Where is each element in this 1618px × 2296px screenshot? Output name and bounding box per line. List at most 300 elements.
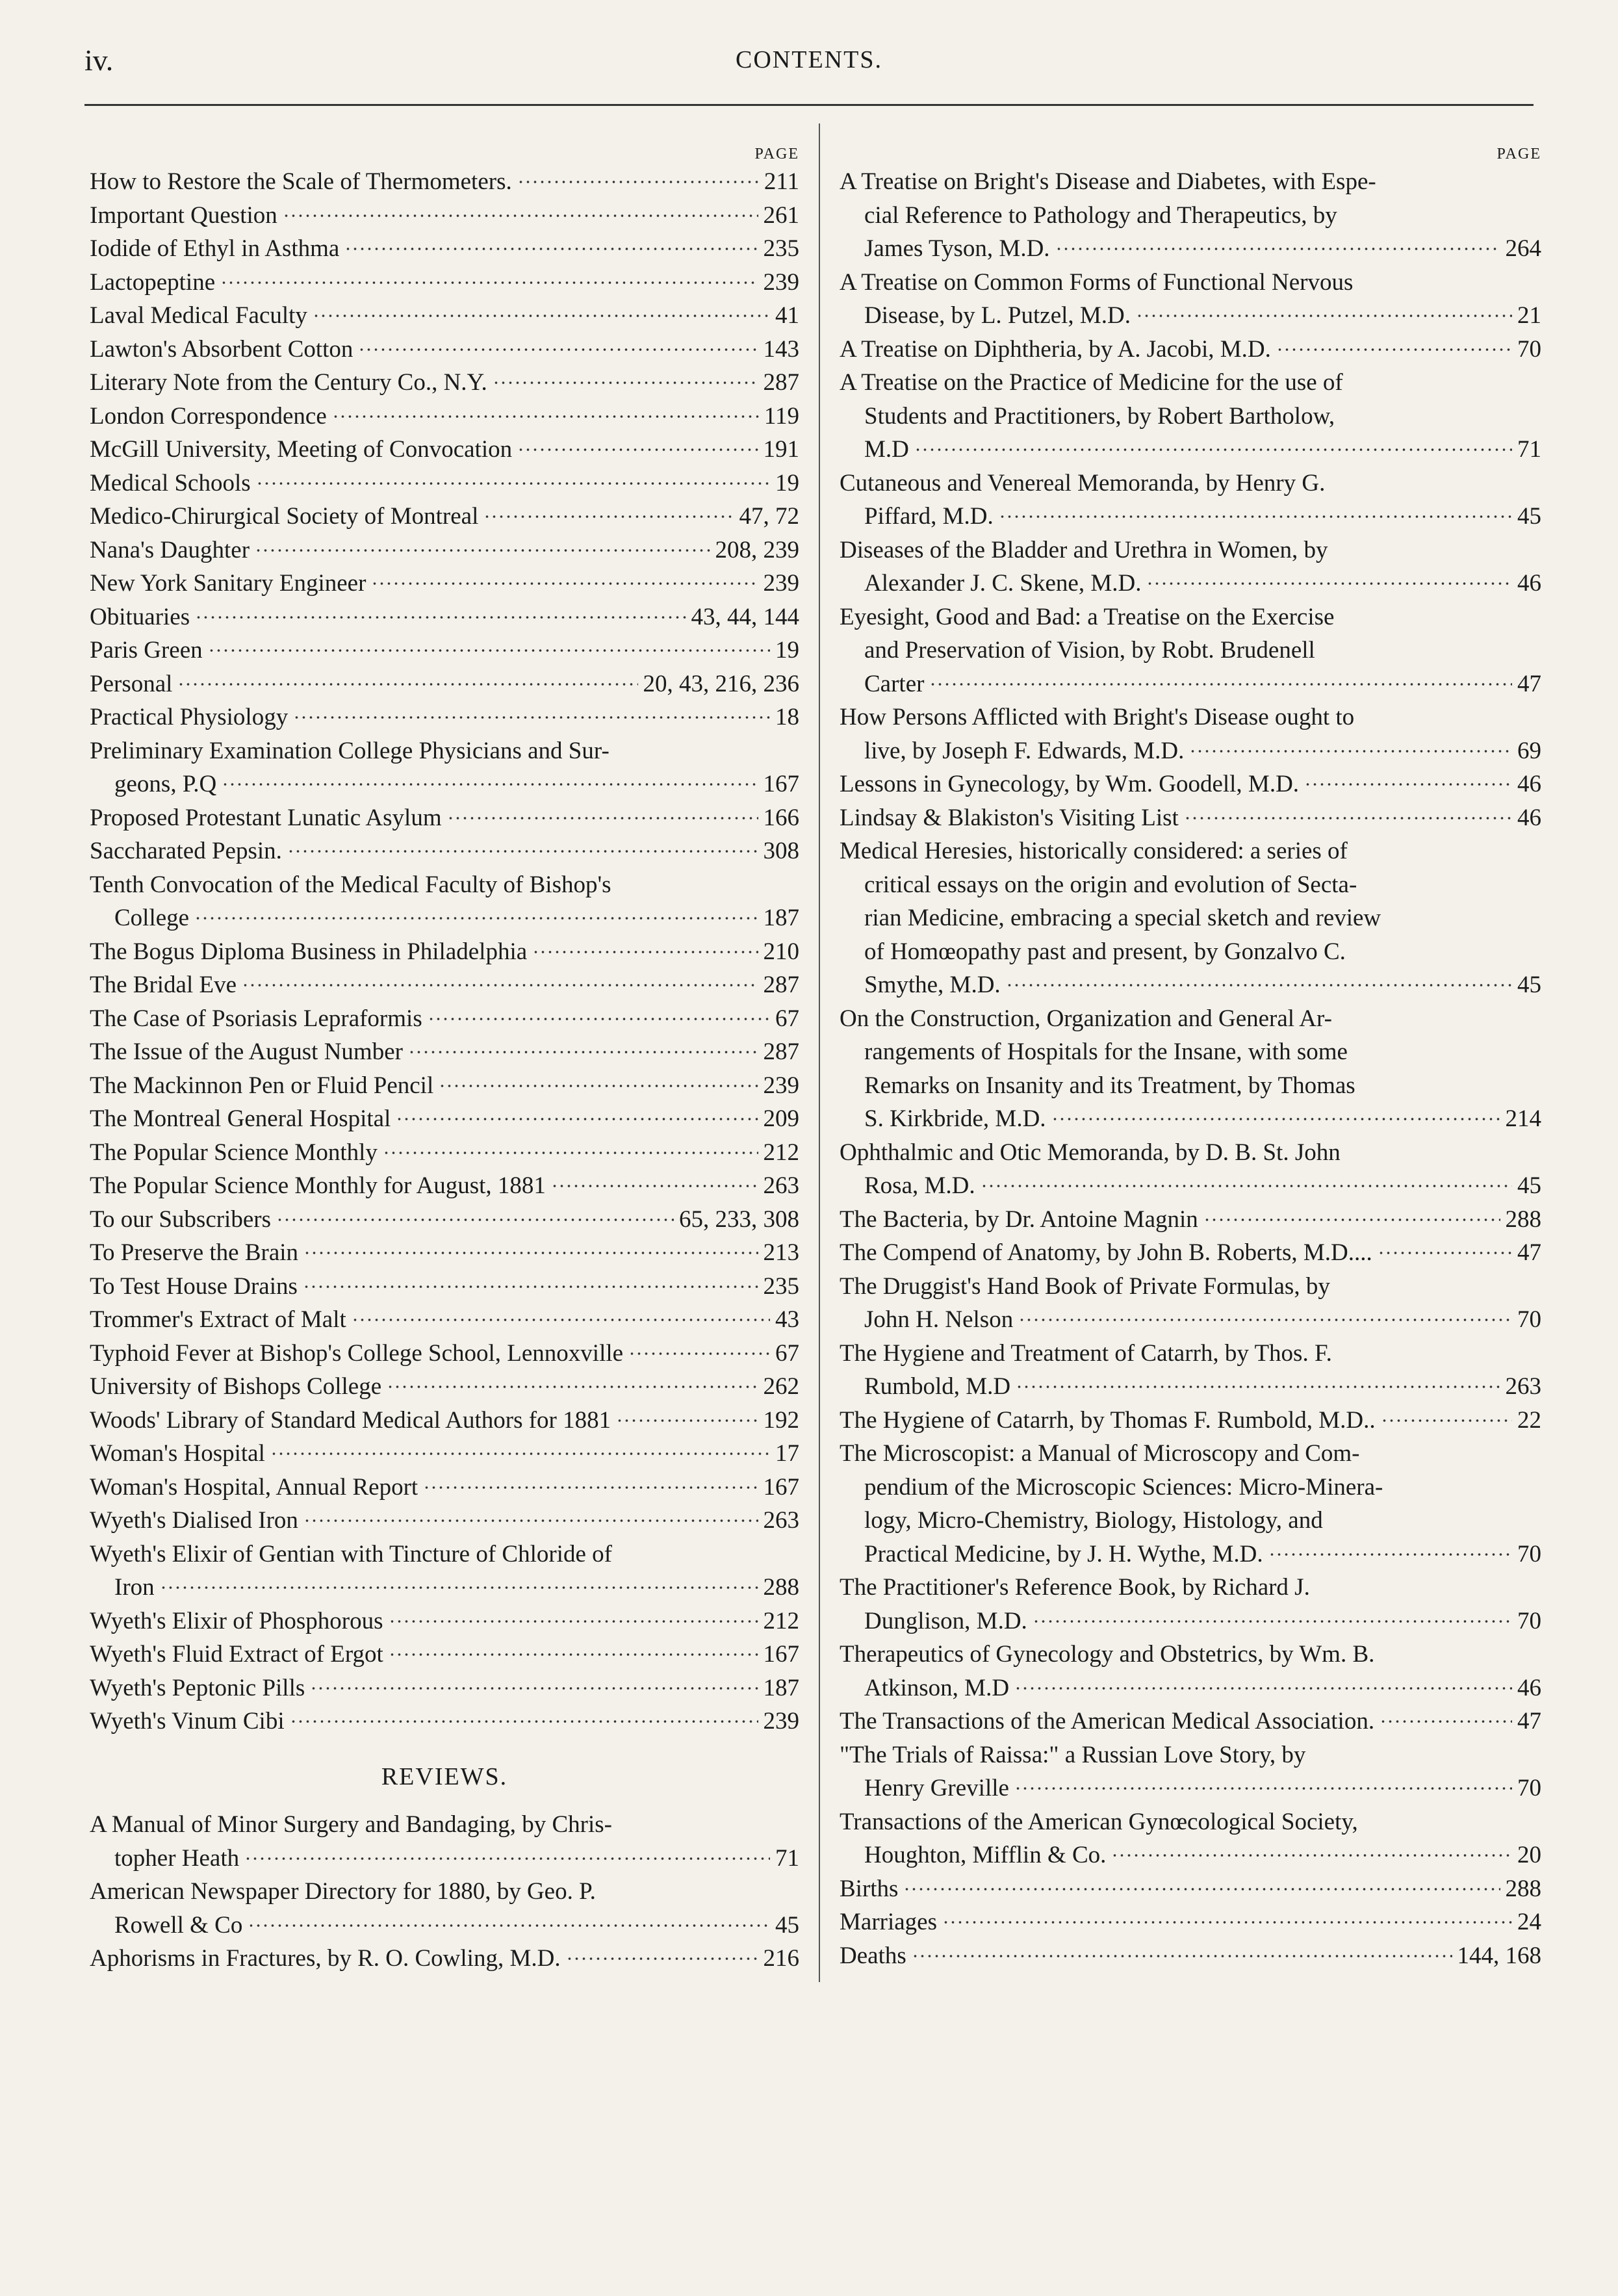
toc-entry <box>90 1102 799 1136</box>
dot-leader <box>293 701 770 725</box>
dot-leader <box>208 634 770 658</box>
dot-leader <box>628 1337 770 1361</box>
entry-title: geons, P.Q <box>114 771 217 797</box>
dot-leader <box>903 1872 1500 1896</box>
entry-page-number: 46 <box>1517 804 1541 831</box>
page-number: iv. <box>84 44 114 77</box>
dot-leader <box>358 333 758 357</box>
entry-page-number: 70 <box>1517 1607 1541 1634</box>
right-entries <box>840 165 1541 1972</box>
dot-leader <box>1006 968 1512 992</box>
dot-leader <box>1111 1838 1512 1863</box>
entry-title: Wyeth's Dialised Iron <box>90 1507 298 1534</box>
dot-leader <box>616 1404 758 1428</box>
entry-page-number: 308 <box>763 838 799 864</box>
entry-title: Transactions of the American Gynœcological Society, <box>840 1808 1358 1835</box>
entry-title: Medical Schools <box>90 469 251 497</box>
toc-entry <box>840 1905 1541 1939</box>
toc-entry <box>90 567 799 600</box>
toc-entry <box>840 1002 1541 1136</box>
entry-title: New York Sanitary Engineer <box>90 570 366 597</box>
entry-title: Piffard, M.D. <box>864 503 994 530</box>
entry-title: Wyeth's Fluid Extract of Ergot <box>90 1641 383 1668</box>
dot-leader <box>483 500 734 524</box>
entry-page-number: 47, 72 <box>739 503 799 530</box>
entry-title: The Druggist's Hand Book of Private Formulas, by <box>840 1272 1330 1300</box>
toc-entry <box>840 333 1541 367</box>
entry-page-number: 167 <box>763 1473 799 1501</box>
entry-page-number: 214 <box>1505 1105 1541 1132</box>
entry-title: Woods' Library of Standard Medical Authors for 1881 <box>90 1406 611 1434</box>
dot-leader <box>517 433 758 457</box>
dot-leader <box>439 1069 758 1093</box>
dot-leader <box>383 1136 758 1160</box>
entry-page-number: 239 <box>763 570 799 597</box>
page-column-label: PAGE <box>1496 146 1541 162</box>
entry-title: Medico-Chirurgical Society of Montreal <box>90 503 479 530</box>
dot-leader <box>344 232 758 256</box>
entry-title: critical essays on the origin and evolution of Secta- <box>864 871 1357 898</box>
entry-title: Rumbold, M.D <box>864 1373 1011 1400</box>
entry-page-number: 212 <box>763 1139 799 1166</box>
entry-page-number: 287 <box>763 1038 799 1065</box>
entry-title: Trommer's Extract of Malt <box>90 1306 346 1333</box>
reviews-entries <box>90 1808 799 1976</box>
dot-leader <box>303 1236 758 1260</box>
entry-title: Ophthalmic and Otic Memoranda, by D. B. St. John <box>840 1139 1341 1166</box>
entry-title: To our Subscribers <box>90 1206 271 1233</box>
page-title: CONTENTS. <box>736 46 882 73</box>
entry-title: The Popular Science Monthly for August, 1881 <box>90 1172 546 1199</box>
entry-title: Wyeth's Vinum Cibi <box>90 1708 285 1735</box>
toc-entry <box>90 1705 799 1738</box>
dot-leader <box>1184 801 1512 825</box>
entry-title: The Microscopist: a Manual of Microscopy and Com- <box>840 1440 1360 1467</box>
entry-page-number: 46 <box>1517 1674 1541 1701</box>
entry-title: The Popular Science Monthly <box>90 1139 378 1166</box>
entry-title: The Hygiene of Catarrh, by Thomas F. Rumbold, M.D.. <box>840 1406 1376 1434</box>
dot-leader <box>1380 1705 1512 1729</box>
entry-page-number: 167 <box>763 771 799 797</box>
entry-title: The Hygiene and Treatment of Catarrh, by Thos. F. <box>840 1339 1332 1367</box>
entry-page-number: 263 <box>763 1507 799 1534</box>
dot-leader <box>1189 734 1512 758</box>
entry-page-number: 192 <box>763 1406 799 1434</box>
entry-page-number: 239 <box>763 268 799 296</box>
toc-entry <box>90 1169 799 1203</box>
entry-title: The Bacteria, by Dr. Antoine Magnin <box>840 1206 1198 1233</box>
toc-entry <box>840 767 1541 801</box>
dot-leader <box>303 1504 758 1528</box>
dot-leader <box>287 834 758 858</box>
toc-entry <box>840 1437 1541 1571</box>
dot-leader <box>371 567 758 591</box>
entry-page-number: 46 <box>1517 771 1541 797</box>
dot-leader <box>517 165 759 189</box>
dot-leader <box>551 1169 758 1193</box>
entry-title: On the Construction, Organization and General Ar- <box>840 1005 1332 1032</box>
entry-page-number: 70 <box>1517 335 1541 363</box>
dot-leader <box>1268 1538 1512 1562</box>
dot-leader <box>914 433 1512 457</box>
dot-leader <box>389 1638 758 1662</box>
toc-entry <box>90 1671 799 1705</box>
dot-leader <box>493 366 758 390</box>
entry-title: Disease, by L. Putzel, M.D. <box>864 302 1131 329</box>
entry-title: The Bridal Eve <box>90 972 237 998</box>
toc-entry <box>840 1203 1541 1237</box>
toc-entry <box>840 1638 1541 1705</box>
entry-page-number: 71 <box>775 1844 799 1872</box>
dot-leader <box>999 500 1512 524</box>
entry-title: Therapeutics of Gynecology and Obstetrics, by Wm. B. <box>840 1641 1375 1668</box>
toc-entry <box>90 1471 799 1504</box>
dot-leader <box>248 1909 770 1933</box>
entry-page-number: 119 <box>764 402 799 430</box>
entry-page-number: 212 <box>763 1607 799 1634</box>
entry-page-number: 70 <box>1517 1540 1541 1567</box>
entry-page-number: 43, 44, 144 <box>691 603 799 630</box>
entry-page-number: 19 <box>775 637 799 664</box>
entry-page-number: 235 <box>763 235 799 262</box>
entry-title: live, by Joseph F. Edwards, M.D. <box>864 737 1185 764</box>
toc-entry <box>840 266 1541 333</box>
dot-leader <box>270 1437 770 1461</box>
toc-entry <box>90 165 799 199</box>
entry-page-number: 70 <box>1517 1775 1541 1801</box>
entry-title: Woman's Hospital, Annual Report <box>90 1473 418 1501</box>
entry-page-number: 20, 43, 216, 236 <box>643 670 799 697</box>
dot-leader <box>313 299 770 323</box>
entry-title: logy, Micro-Chemistry, Biology, Histology, and <box>864 1507 1323 1534</box>
dot-leader <box>981 1169 1512 1193</box>
dot-leader <box>1304 767 1512 792</box>
toc-entry <box>90 1136 799 1170</box>
entry-title: Literary Note from the Century Co., N.Y. <box>90 369 487 396</box>
entry-page-number: 264 <box>1505 235 1541 262</box>
entry-title: The Compend of Anatomy, by John B. Roberts, M.D.... <box>840 1239 1372 1266</box>
entry-title: University of Bishops College <box>90 1373 382 1400</box>
toc-entry <box>90 1404 799 1438</box>
toc-entry <box>840 600 1541 701</box>
entry-title: The Practitioner's Reference Book, by Richard J. <box>840 1574 1310 1601</box>
dot-leader <box>389 1605 758 1629</box>
toc-entry <box>90 1002 799 1036</box>
dot-leader <box>1014 1772 1512 1796</box>
toc-entry <box>90 667 799 701</box>
toc-entry <box>840 1571 1541 1638</box>
entry-title: Births <box>840 1875 899 1902</box>
entry-title: cial Reference to Pathology and Therapeutics, by <box>864 201 1337 229</box>
dot-leader <box>1016 1370 1500 1394</box>
entry-title: To Preserve the Brain <box>90 1239 299 1266</box>
dot-leader <box>1146 567 1512 591</box>
entry-title: Carter <box>864 670 925 697</box>
column-divider <box>819 123 820 1982</box>
toc-entry <box>90 1875 799 1942</box>
dot-leader <box>290 1705 758 1729</box>
entry-title: Woman's Hospital <box>90 1440 265 1467</box>
page-header <box>84 43 1534 82</box>
entry-title: American Newspaper Directory for 1880, by Geo. P. <box>90 1878 596 1905</box>
entry-page-number: 45 <box>775 1911 799 1939</box>
entry-page-number: 46 <box>1517 570 1541 597</box>
dot-leader <box>912 1939 1452 1963</box>
entry-page-number: 288 <box>1505 1875 1541 1902</box>
entry-page-number: 166 <box>763 804 799 831</box>
entry-title: College <box>114 905 190 931</box>
dot-leader <box>387 1370 758 1394</box>
entry-title: Personal <box>90 670 173 697</box>
entry-title: The Issue of the August Number <box>90 1038 403 1065</box>
entry-page-number: 45 <box>1517 503 1541 530</box>
entry-page-number: 261 <box>763 201 799 229</box>
toc-entry <box>90 1504 799 1538</box>
dot-leader <box>256 467 770 491</box>
entry-page-number: 239 <box>763 1072 799 1099</box>
dot-leader <box>276 1203 674 1227</box>
entry-page-number: 216 <box>763 1945 799 1972</box>
entry-page-number: 210 <box>763 938 799 965</box>
entry-page-number: 208, 239 <box>715 536 799 563</box>
entry-page-number: 69 <box>1517 737 1541 764</box>
entry-title: Students and Practitioners, by Robert Bartholow, <box>864 402 1335 430</box>
toc-entry <box>840 1136 1541 1203</box>
dot-leader <box>1203 1203 1500 1227</box>
dot-leader <box>428 1002 770 1026</box>
entry-title: Henry Greville <box>864 1775 1009 1801</box>
dot-leader <box>929 667 1512 691</box>
entry-title: The Bogus Diploma Business in Philadelphia <box>90 938 528 965</box>
entry-title: rangements of Hospitals for the Insane, with some <box>864 1038 1348 1065</box>
toc-entry <box>90 299 799 333</box>
entry-page-number: 209 <box>763 1105 799 1132</box>
left-entries <box>90 165 799 1738</box>
entry-title: "The Trials of Raissa:" a Russian Love Story, by <box>840 1741 1306 1768</box>
entry-page-number: 235 <box>763 1272 799 1300</box>
entry-title: A Manual of Minor Surgery and Bandaging, by Chris- <box>90 1811 612 1838</box>
toc-entry <box>90 366 799 400</box>
entry-page-number: 144, 168 <box>1457 1942 1541 1969</box>
toc-entry <box>90 232 799 266</box>
entry-title: Diseases of the Bladder and Urethra in Women, by <box>840 536 1328 563</box>
toc-entry <box>840 1236 1541 1270</box>
dot-leader <box>255 534 710 558</box>
entry-title: Lindsay & Blakiston's Visiting List <box>840 804 1179 831</box>
dot-leader <box>408 1035 758 1059</box>
entry-page-number: 287 <box>763 972 799 998</box>
entry-title: Wyeth's Elixir of Gentian with Tincture of Chloride of <box>90 1540 612 1567</box>
entry-page-number: 143 <box>763 335 799 363</box>
entry-title: To Test House Drains <box>90 1272 298 1300</box>
entry-title: Cutaneous and Venereal Memoranda, by Henry G. <box>840 469 1326 497</box>
entry-title: Rowell & Co <box>114 1911 243 1939</box>
dot-leader <box>1018 1303 1512 1327</box>
entry-page-number: 47 <box>1517 1708 1541 1735</box>
dot-leader <box>194 901 758 925</box>
dot-leader <box>1051 1102 1500 1126</box>
toc-entry <box>90 333 799 367</box>
entry-page-number: 21 <box>1517 302 1541 329</box>
toc-entry <box>90 1270 799 1304</box>
toc-entry <box>90 1437 799 1471</box>
dot-leader <box>220 266 758 290</box>
toc-entry <box>90 868 799 935</box>
toc-entry <box>840 701 1541 767</box>
page-column-label: PAGE <box>754 146 799 162</box>
entry-title: Rosa, M.D. <box>864 1172 975 1199</box>
entry-title: A Treatise on Bright's Disease and Diabetes, with Espe- <box>840 168 1376 195</box>
dot-leader <box>423 1471 758 1495</box>
dot-leader <box>447 801 758 825</box>
entry-title: Practical Physiology <box>90 704 289 730</box>
reviews-section-title: REVIEWS. <box>381 1762 508 1790</box>
entry-title: Preliminary Examination College Physicians and Sur- <box>90 737 610 764</box>
toc-entry <box>840 1337 1541 1404</box>
dot-leader <box>242 968 758 992</box>
entry-title: Eyesight, Good and Bad: a Treatise on the Exercise <box>840 603 1335 630</box>
toc-entry <box>90 500 799 534</box>
dot-leader <box>1378 1236 1512 1260</box>
entry-title: Iron <box>114 1574 155 1601</box>
entry-page-number: 263 <box>1505 1373 1541 1400</box>
entry-title: A Treatise on Common Forms of Functional Nervous <box>840 268 1354 296</box>
entry-page-number: 191 <box>763 436 799 463</box>
entry-title: A Treatise on the Practice of Medicine for the use of <box>840 369 1343 396</box>
dot-leader <box>283 199 758 223</box>
dot-leader <box>244 1842 770 1866</box>
toc-entry <box>90 433 799 467</box>
entry-page-number: 67 <box>775 1339 799 1367</box>
entry-title: Iodide of Ethyl in Asthma <box>90 235 340 262</box>
toc-entry <box>90 1605 799 1638</box>
entry-title: Important Question <box>90 201 277 229</box>
entry-title: Paris Green <box>90 637 203 664</box>
toc-entry <box>90 935 799 969</box>
entry-title: Dunglison, M.D. <box>864 1607 1027 1634</box>
entry-title: The Case of Psoriasis Lepraformis <box>90 1005 422 1032</box>
toc-entry <box>90 734 799 801</box>
entry-title: M.D <box>864 436 909 463</box>
dot-leader <box>1014 1671 1512 1696</box>
toc-entry <box>90 534 799 567</box>
toc-entry <box>840 1872 1541 1906</box>
dot-leader <box>942 1905 1512 1929</box>
toc-entry <box>840 1705 1541 1738</box>
toc-entry <box>90 400 799 433</box>
entry-title: The Montreal General Hospital <box>90 1105 391 1132</box>
dot-leader <box>1055 232 1500 256</box>
dot-leader <box>1276 333 1512 357</box>
entry-title: Smythe, M.D. <box>864 972 1001 998</box>
toc-entry <box>90 1538 799 1605</box>
dot-leader <box>532 935 758 959</box>
toc-entry <box>90 1069 799 1103</box>
toc-entry <box>90 266 799 300</box>
right-column <box>840 144 1541 1972</box>
entry-title: Marriages <box>840 1909 937 1935</box>
entry-page-number: 239 <box>763 1708 799 1735</box>
toc-entry <box>840 1270 1541 1337</box>
dot-leader <box>222 767 758 792</box>
entry-page-number: 18 <box>775 704 799 730</box>
entry-title: Tenth Convocation of the Medical Faculty of Bishop's <box>90 871 611 898</box>
toc-entry <box>840 1738 1541 1805</box>
entry-title: Alexander J. C. Skene, M.D. <box>864 570 1142 597</box>
dot-leader <box>1033 1605 1512 1629</box>
toc-entry <box>840 165 1541 266</box>
toc-entry <box>840 834 1541 1002</box>
entry-page-number: 167 <box>763 1641 799 1668</box>
entry-page-number: 17 <box>775 1440 799 1467</box>
toc-entry <box>840 1404 1541 1438</box>
entry-page-number: 211 <box>764 168 799 195</box>
entry-title: London Correspondence <box>90 402 327 430</box>
toc-entry <box>90 634 799 667</box>
header-rule <box>84 104 1534 106</box>
entry-page-number: 213 <box>763 1239 799 1266</box>
entry-title: How to Restore the Scale of Thermometers. <box>90 168 512 195</box>
entry-title: Typhoid Fever at Bishop's College School, Lennoxville <box>90 1339 624 1367</box>
entry-page-number: 47 <box>1517 1239 1541 1266</box>
toc-entry <box>840 1805 1541 1872</box>
entry-title: S. Kirkbride, M.D. <box>864 1105 1046 1132</box>
entry-title: Wyeth's Peptonic Pills <box>90 1674 305 1701</box>
toc-entry <box>90 801 799 835</box>
entry-page-number: 263 <box>763 1172 799 1199</box>
entry-title: Deaths <box>840 1942 906 1969</box>
entry-title: Remarks on Insanity and its Treatment, by Thomas <box>864 1072 1355 1099</box>
entry-page-number: 71 <box>1517 436 1541 463</box>
entry-title: Obituaries <box>90 603 190 630</box>
entry-page-number: 22 <box>1517 1406 1541 1434</box>
entry-title: James Tyson, M.D. <box>864 235 1050 262</box>
dot-leader <box>566 1942 758 1966</box>
entry-page-number: 70 <box>1517 1306 1541 1333</box>
entry-title: Saccharated Pepsin. <box>90 838 282 864</box>
dot-leader <box>177 667 637 691</box>
toc-entry <box>90 1808 799 1875</box>
toc-entry <box>90 968 799 1002</box>
toc-entry <box>90 1337 799 1371</box>
toc-entry <box>90 1638 799 1671</box>
entry-page-number: 43 <box>775 1306 799 1333</box>
entry-title: Nana's Daughter <box>90 536 250 563</box>
entry-page-number: 45 <box>1517 972 1541 998</box>
dot-leader <box>1381 1404 1512 1428</box>
entry-page-number: 41 <box>775 302 799 329</box>
entry-title: The Mackinnon Pen or Fluid Pencil <box>90 1072 434 1099</box>
entry-page-number: 24 <box>1517 1909 1541 1935</box>
dot-leader <box>396 1102 758 1126</box>
entry-title: Lactopeptine <box>90 268 216 296</box>
dot-leader <box>160 1571 758 1595</box>
entry-title: A Treatise on Diphtheria, by A. Jacobi, M.D. <box>840 335 1271 363</box>
entry-page-number: 67 <box>775 1005 799 1032</box>
entry-page-number: 287 <box>763 369 799 396</box>
entry-page-number: 262 <box>763 1373 799 1400</box>
entry-page-number: 288 <box>763 1574 799 1601</box>
entry-title: Laval Medical Faculty <box>90 302 307 329</box>
toc-entry <box>840 366 1541 467</box>
entry-title: John H. Nelson <box>864 1306 1014 1333</box>
entry-page-number: 65, 233, 308 <box>679 1206 799 1233</box>
toc-entry <box>90 701 799 734</box>
entry-title: rian Medicine, embracing a special sketch and review <box>864 905 1381 931</box>
entry-title: of Homœopathy past and present, by Gonzalvo C. <box>864 938 1346 965</box>
toc-entry <box>840 1939 1541 1973</box>
entry-title: Atkinson, M.D <box>864 1674 1010 1701</box>
